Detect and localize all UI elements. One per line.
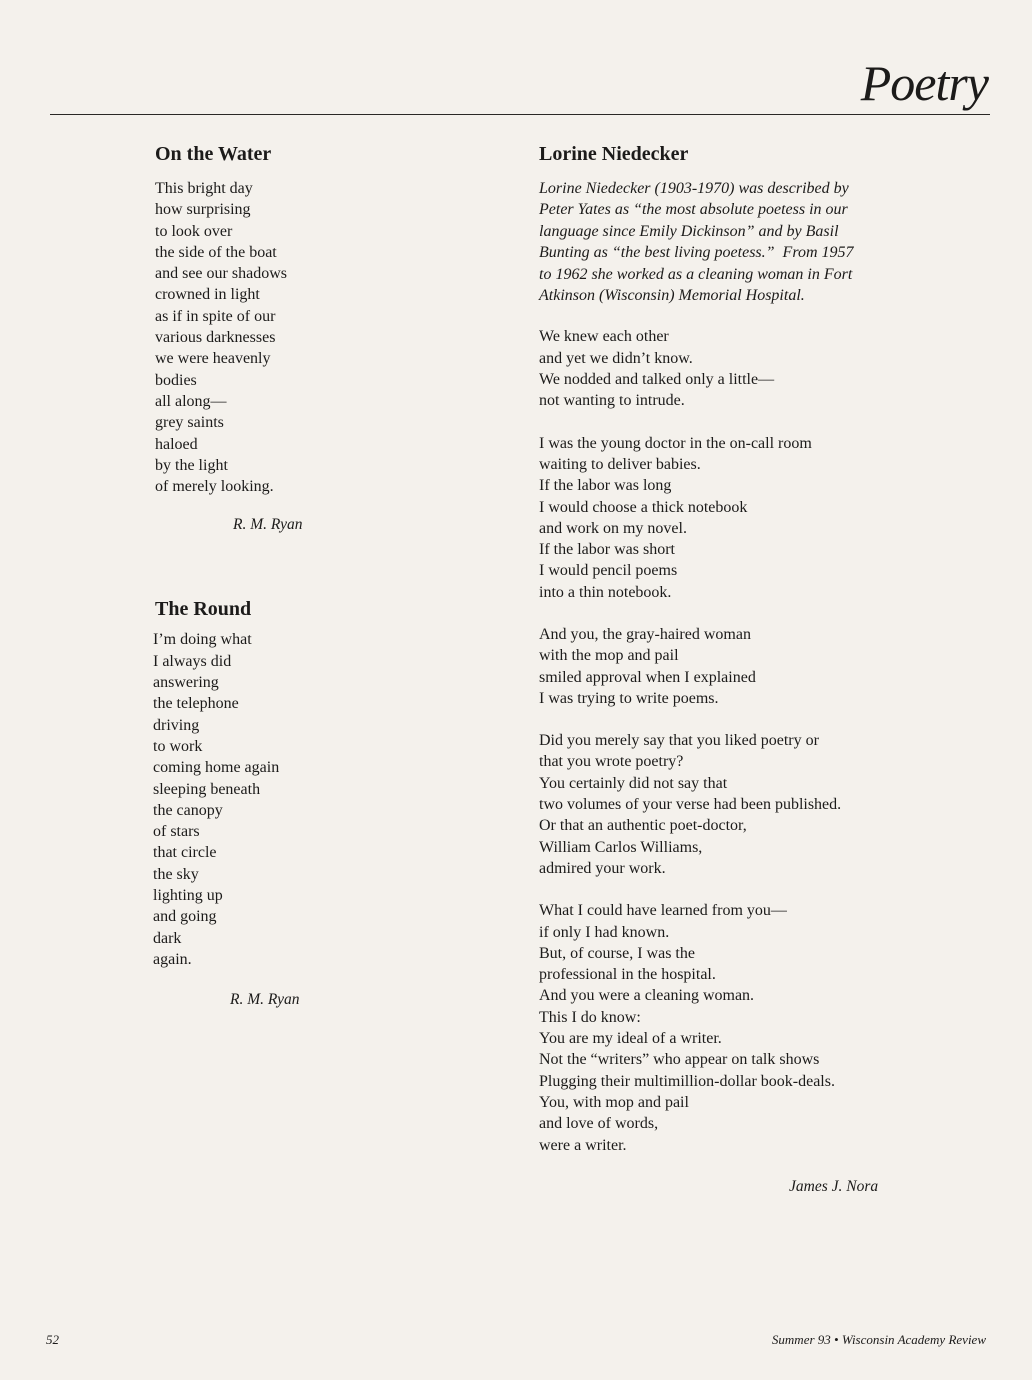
poem-line: sleeping beneath bbox=[153, 780, 261, 798]
stanza bbox=[539, 900, 989, 1156]
poem-line: If the labor was long bbox=[539, 477, 672, 495]
poem-lines bbox=[155, 178, 485, 497]
poem-line: This I do know: bbox=[539, 1008, 641, 1026]
stanza bbox=[539, 326, 989, 411]
poem-line: I was trying to write poems. bbox=[539, 689, 719, 707]
poem-line: You are my ideal of a writer. bbox=[539, 1030, 722, 1048]
poem-line: I would choose a thick notebook bbox=[539, 498, 748, 516]
poem-line: that you wrote poetry? bbox=[539, 753, 684, 771]
poem-line: Not the “writers” who appear on talk shows bbox=[539, 1051, 820, 1069]
poem-line: grey saints bbox=[155, 414, 224, 432]
poem-line: I was the young doctor in the on-call room bbox=[539, 434, 812, 452]
poem-line: This bright day bbox=[155, 180, 253, 197]
poem-line: with the mop and pail bbox=[539, 647, 679, 665]
poem-line: You certainly did not say that bbox=[539, 774, 728, 792]
poem-line: various darknesses bbox=[155, 329, 276, 347]
poem-line: we were heavenly bbox=[155, 350, 271, 368]
poem-line: Or that an authentic poet-doctor, bbox=[539, 817, 747, 835]
poem-stanzas bbox=[539, 326, 989, 1155]
poem-line: professional in the hospital. bbox=[539, 966, 716, 984]
poem-line: Lorine Niedecker (1903-1970) was described by bbox=[539, 180, 849, 197]
poem-line: admired your work. bbox=[539, 859, 666, 877]
poem-line: Peter Yates as “the most absolute poetess in our bbox=[539, 201, 848, 219]
poem-line: if only I had known. bbox=[539, 923, 670, 941]
poem-line: into a thin notebook. bbox=[539, 583, 672, 601]
poem-line: to look over bbox=[155, 222, 233, 240]
poem-line: as if in spite of our bbox=[155, 307, 276, 325]
poem-line: and see our shadows bbox=[155, 265, 287, 283]
poem-line: William Carlos Williams, bbox=[539, 838, 703, 856]
poem-line: by the light bbox=[155, 456, 228, 474]
poem-on-the-water bbox=[155, 142, 485, 535]
poem-author: R. M. Ryan bbox=[233, 516, 303, 534]
poem-title: The Round bbox=[155, 598, 252, 621]
poem-line: of stars bbox=[153, 823, 200, 841]
poem-line: two volumes of your verse had been published. bbox=[539, 796, 842, 814]
poem-line: I’m doing what bbox=[153, 631, 252, 649]
issue-info: Summer 93 • Wisconsin Academy Review bbox=[771, 1332, 986, 1347]
poem-line: I would pencil poems bbox=[539, 562, 678, 580]
poem-line: language since Emily Dickinson” and by Basil bbox=[539, 222, 839, 240]
poem-line: But, of course, I was the bbox=[539, 944, 695, 962]
poem-line: And you were a cleaning woman. bbox=[539, 987, 755, 1005]
poem-line: crowned in light bbox=[155, 286, 260, 304]
stanza bbox=[539, 730, 989, 879]
poem-line: We knew each other bbox=[539, 328, 669, 346]
poem-line: the sky bbox=[153, 865, 199, 883]
poem-intro bbox=[539, 178, 989, 306]
poem-line: Atkinson (Wisconsin) Memorial Hospital. bbox=[539, 287, 805, 305]
poem-line: and love of words, bbox=[539, 1115, 659, 1133]
poem-line: all along— bbox=[155, 392, 227, 410]
poem-line: and work on my novel. bbox=[539, 519, 687, 537]
section-title: Poetry bbox=[860, 55, 988, 111]
poem-line: haloed bbox=[155, 435, 198, 453]
poem-line: lighting up bbox=[153, 887, 223, 905]
poem-line: the side of the boat bbox=[155, 243, 277, 261]
poem-line: were a writer. bbox=[539, 1136, 627, 1154]
poem-line: to 1962 she worked as a cleaning woman in Fort bbox=[539, 265, 853, 283]
poem-line: how surprising bbox=[155, 201, 251, 219]
poem-title: On the Water bbox=[155, 143, 272, 165]
poem-line: What I could have learned from you— bbox=[539, 902, 787, 920]
poem-title: Lorine Niedecker bbox=[539, 143, 689, 165]
page-number: 52 bbox=[46, 1332, 59, 1347]
poem-line: I always did bbox=[153, 652, 232, 670]
poem-line: bodies bbox=[155, 371, 197, 389]
poem-lines bbox=[153, 629, 485, 970]
poem-line: not wanting to intrude. bbox=[539, 392, 685, 410]
poem-line: smiled approval when I explained bbox=[539, 668, 756, 686]
poem-line: Plugging their multimillion-dollar book-deals. bbox=[539, 1072, 835, 1090]
poem-line: And you, the gray-haired woman bbox=[539, 626, 751, 643]
poem-line: dark bbox=[153, 929, 182, 947]
right-column bbox=[539, 142, 989, 1197]
poem-line: and yet we didn’t know. bbox=[539, 349, 693, 367]
poem-the-round bbox=[155, 597, 485, 1010]
poem-line: the telephone bbox=[153, 695, 239, 713]
poem-author: James J. Nora bbox=[789, 1177, 879, 1195]
header-rule bbox=[50, 114, 990, 115]
poem-line: driving bbox=[153, 716, 200, 734]
poem-line: Did you merely say that you liked poetry or bbox=[539, 732, 819, 750]
poem-line: If the labor was short bbox=[539, 541, 675, 559]
poem-line: You, with mop and pail bbox=[539, 1093, 689, 1111]
poem-line: answering bbox=[153, 674, 219, 692]
poem-line: Bunting as “the best living poetess.” From 1957 bbox=[539, 244, 854, 262]
poem-line: the canopy bbox=[153, 801, 223, 819]
poem-line: that circle bbox=[153, 844, 217, 862]
poem-line: We nodded and talked only a little— bbox=[539, 371, 775, 389]
poem-line: of merely looking. bbox=[155, 478, 274, 496]
stanza bbox=[539, 624, 989, 709]
poem-line: again. bbox=[153, 950, 192, 968]
poem-line: and going bbox=[153, 908, 217, 926]
poem-author: R. M. Ryan bbox=[230, 991, 300, 1009]
poem-line: to work bbox=[153, 737, 203, 755]
poem-line: waiting to deliver babies. bbox=[539, 455, 701, 473]
left-column bbox=[155, 142, 485, 1010]
stanza bbox=[539, 433, 989, 603]
poem-line: coming home again bbox=[153, 759, 280, 777]
